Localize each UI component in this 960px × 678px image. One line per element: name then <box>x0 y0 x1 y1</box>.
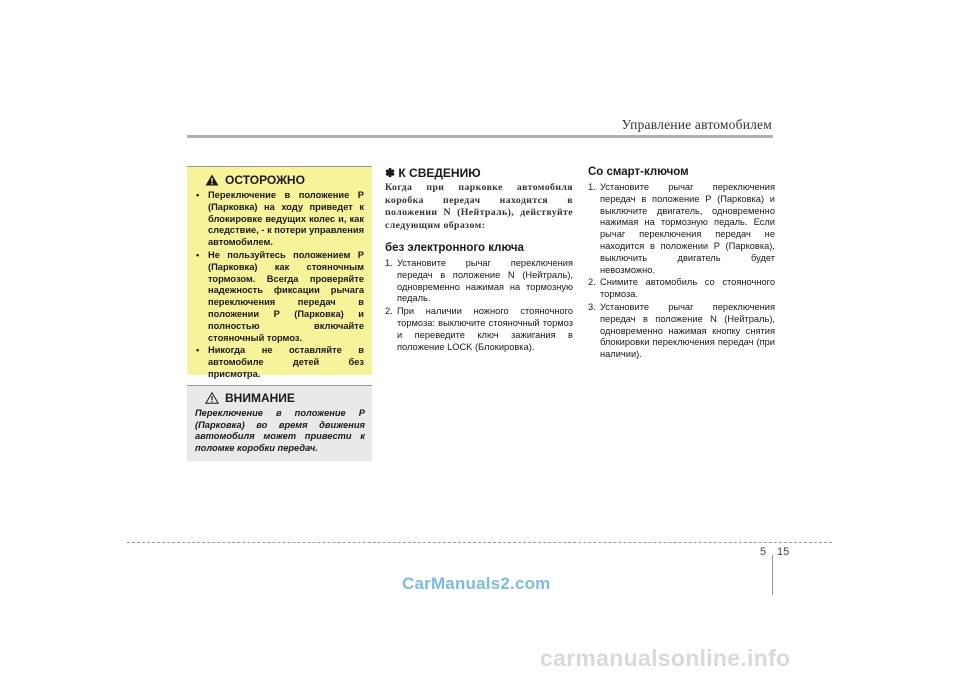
list-item: 3. Установите рычаг переключения передач в положение N (Нейтраль), одновременно нажимая кнопку снятия блокировки переключения передач (при наличии). <box>588 301 775 360</box>
no-smart-key-heading: без электронного ключа <box>385 242 524 254</box>
watermark-carmanuals2: CarManuals2.com <box>402 574 551 593</box>
warning-heading <box>205 173 364 187</box>
footer-rule <box>127 542 832 543</box>
chapter-number: 5 <box>760 546 767 558</box>
right-column <box>588 166 775 362</box>
page-divider <box>772 555 773 595</box>
no-smart-key-steps <box>385 258 573 353</box>
header-rule <box>187 135 773 138</box>
caution-heading <box>205 391 365 405</box>
warning-icon <box>205 174 219 186</box>
page-number: 15 <box>777 546 790 558</box>
list-item: • Переключение в положение P (Парковка) на ходу приведет к блокировке ведущих колес и, как следствие, - к потери управления автомобилем. <box>196 190 365 248</box>
list-item: 2. При наличии ножного стояночного тормоза: выключите стояночный тормоз и переведите ключ зажигания в положение LOCK (Блокировка). <box>385 306 573 352</box>
smart-key-heading: Со смарт-ключом <box>588 166 689 178</box>
note-text: Когда при парковке автомобиля коробка передач находится в положении N (Нейтраль), действуйте следующим образом: <box>385 182 573 231</box>
list-item: 2. Снимите автомобиль со стояночного тормоза. <box>588 277 775 300</box>
caution-icon <box>205 392 219 404</box>
warning-box <box>187 166 372 379</box>
note-title: ✽ К СВЕДЕНИЮ <box>385 166 481 180</box>
middle-column <box>385 166 573 354</box>
list-item: • Не пользуйтесь положением P (Парковка) как стояночным тормозом. Всегда проверяйте надежность фиксации рычага переключения передач в положении P (Парковка) и полностью включайте стояночный тормоз. <box>196 249 364 343</box>
watermark-carmanualsonline: carmanualsonline.info <box>540 645 791 671</box>
section-title: Управление автомобилем <box>621 117 772 132</box>
caution-text: Переключение в положение P (Парковка) во время движения автомобиля может привести к поломке коробки передач. <box>195 408 365 453</box>
list-item: • Никогда не оставляйте в автомобиле детей без присмотра. <box>196 345 364 379</box>
warning-title: ОСТОРОЖНО <box>225 173 305 187</box>
list-item: 1. Установите рычаг переключения передач в положение N (Нейтраль), одновременно нажимая на тормозную педаль. <box>385 258 573 304</box>
warning-list <box>195 190 364 381</box>
caution-title: ВНИМАНИЕ <box>225 391 295 405</box>
list-item: 1. Установите рычаг переключения передач в положение P (Парковка) и выключите двигатель, одновременно нажимая на тормозную педаль. Если рычаг переключения передач не находится в положении P (Парковка), выключить двигатель будет невозможно. <box>588 182 775 275</box>
smart-key-steps <box>588 182 775 361</box>
caution-box <box>187 385 372 461</box>
